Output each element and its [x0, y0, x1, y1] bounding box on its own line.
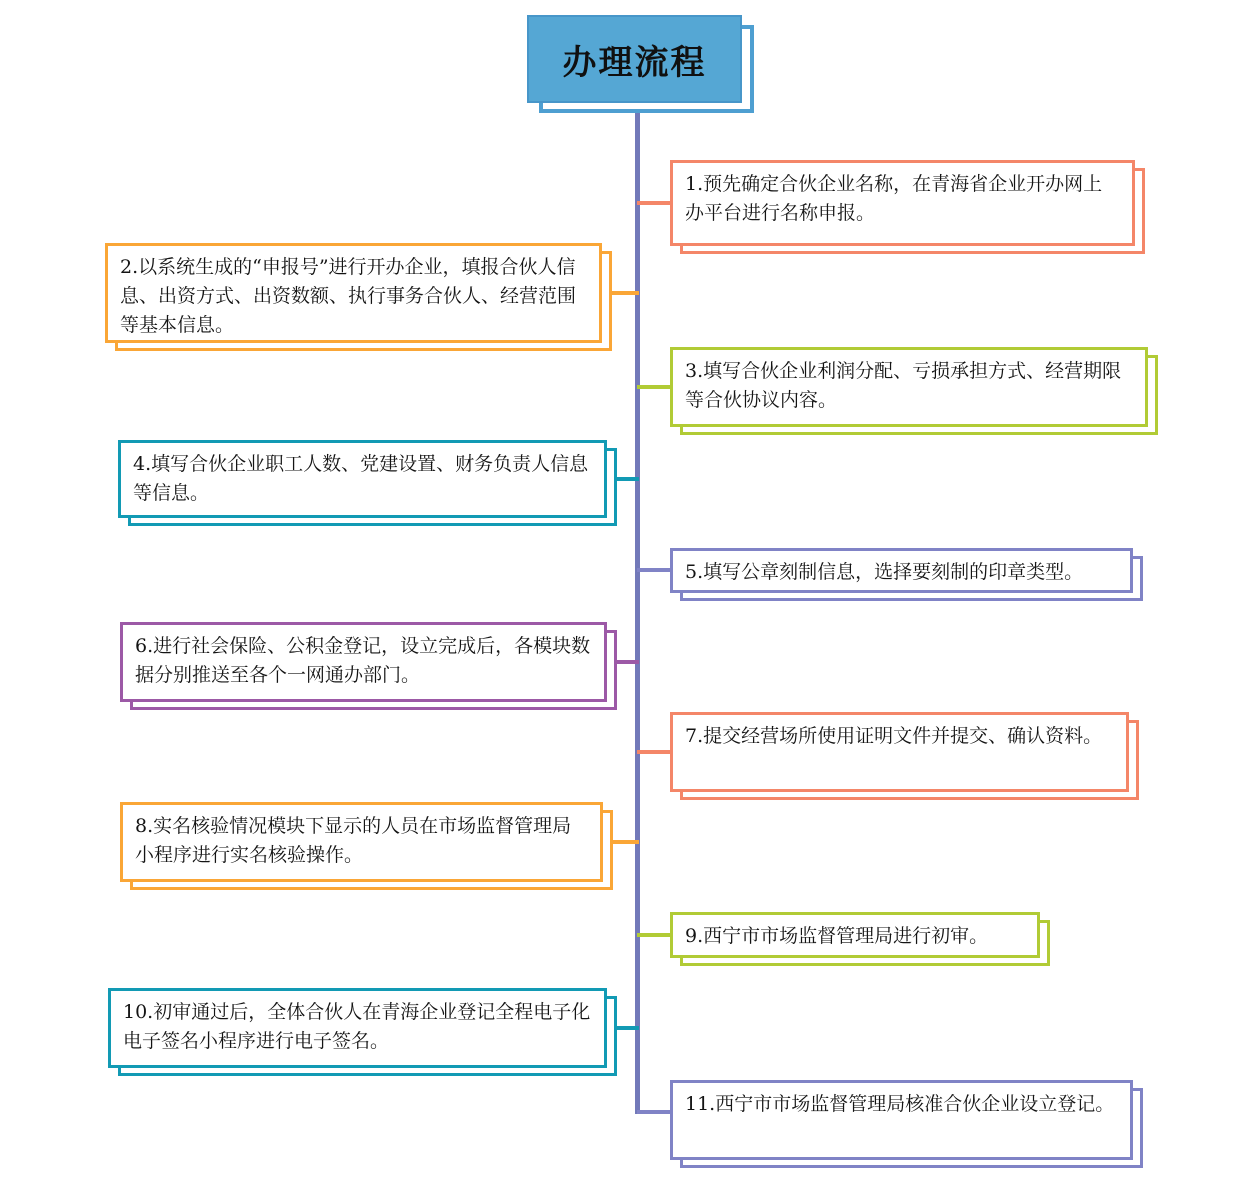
- connector-step-7: [637, 750, 672, 754]
- flow-step-11: [670, 1080, 1133, 1160]
- connector-step-3: [637, 385, 672, 389]
- flow-step-7: [670, 712, 1129, 792]
- flow-step-3: [670, 347, 1148, 427]
- title-box-face: [527, 15, 742, 103]
- flow-step-8: [120, 802, 603, 882]
- step-text: 2.以系统生成的“申报号”进行开办企业，填报合伙人信息、出资方式、出资数额、执行事务合伙人、经营范围等基本信息。: [120, 256, 577, 336]
- connector-step-11: [637, 1110, 672, 1114]
- step-text: 4.填写合伙企业职工人数、党建设置、财务负责人信息等信息。: [133, 453, 589, 504]
- node-face: [670, 712, 1129, 792]
- node-face: [670, 347, 1148, 427]
- spine-line: [635, 108, 640, 1114]
- flow-step-1: [670, 160, 1135, 246]
- flow-step-5: [670, 548, 1133, 593]
- step-text: 10.初审通过后，全体合伙人在青海企业登记全程电子化电子签名小程序进行电子签名。: [123, 1001, 591, 1052]
- step-text: 1.预先确定合伙企业名称，在青海省企业开办网上办平台进行名称申报。: [685, 173, 1103, 224]
- step-text: 6.进行社会保险、公积金登记，设立完成后，各模块数据分别推送至各个一网通办部门。: [135, 635, 591, 686]
- node-face: [670, 912, 1040, 958]
- flow-step-4: [118, 440, 607, 518]
- node-face: [105, 243, 602, 343]
- node-face: [670, 548, 1133, 593]
- step-text: 3.填写合伙企业利润分配、亏损承担方式、经营期限等合伙协议内容。: [685, 360, 1122, 411]
- connector-step-9: [637, 933, 672, 937]
- node-face: [118, 440, 607, 518]
- flow-step-2: [105, 243, 602, 343]
- connector-step-5: [637, 568, 672, 572]
- step-text: 7.提交经营场所使用证明文件并提交、确认资料。: [685, 725, 1103, 747]
- page-title: 办理流程: [562, 42, 707, 83]
- step-text: 9.西宁市市场监督管理局进行初审。: [685, 925, 989, 947]
- node-face: [120, 802, 603, 882]
- node-face: [670, 1080, 1133, 1160]
- flow-step-10: [108, 988, 607, 1068]
- step-text: 8.实名核验情况模块下显示的人员在市场监督管理局小程序进行实名核验操作。: [135, 815, 572, 866]
- flow-step-9: [670, 912, 1040, 958]
- connector-step-1: [637, 201, 672, 205]
- step-text: 5.填写公章刻制信息，选择要刻制的印章类型。: [685, 561, 1084, 583]
- step-text: 11.西宁市市场监督管理局核准合伙企业设立登记。: [685, 1093, 1115, 1115]
- title-box: [527, 15, 742, 103]
- node-face: [670, 160, 1135, 246]
- flow-step-6: [120, 622, 607, 702]
- node-face: [108, 988, 607, 1068]
- node-face: [120, 622, 607, 702]
